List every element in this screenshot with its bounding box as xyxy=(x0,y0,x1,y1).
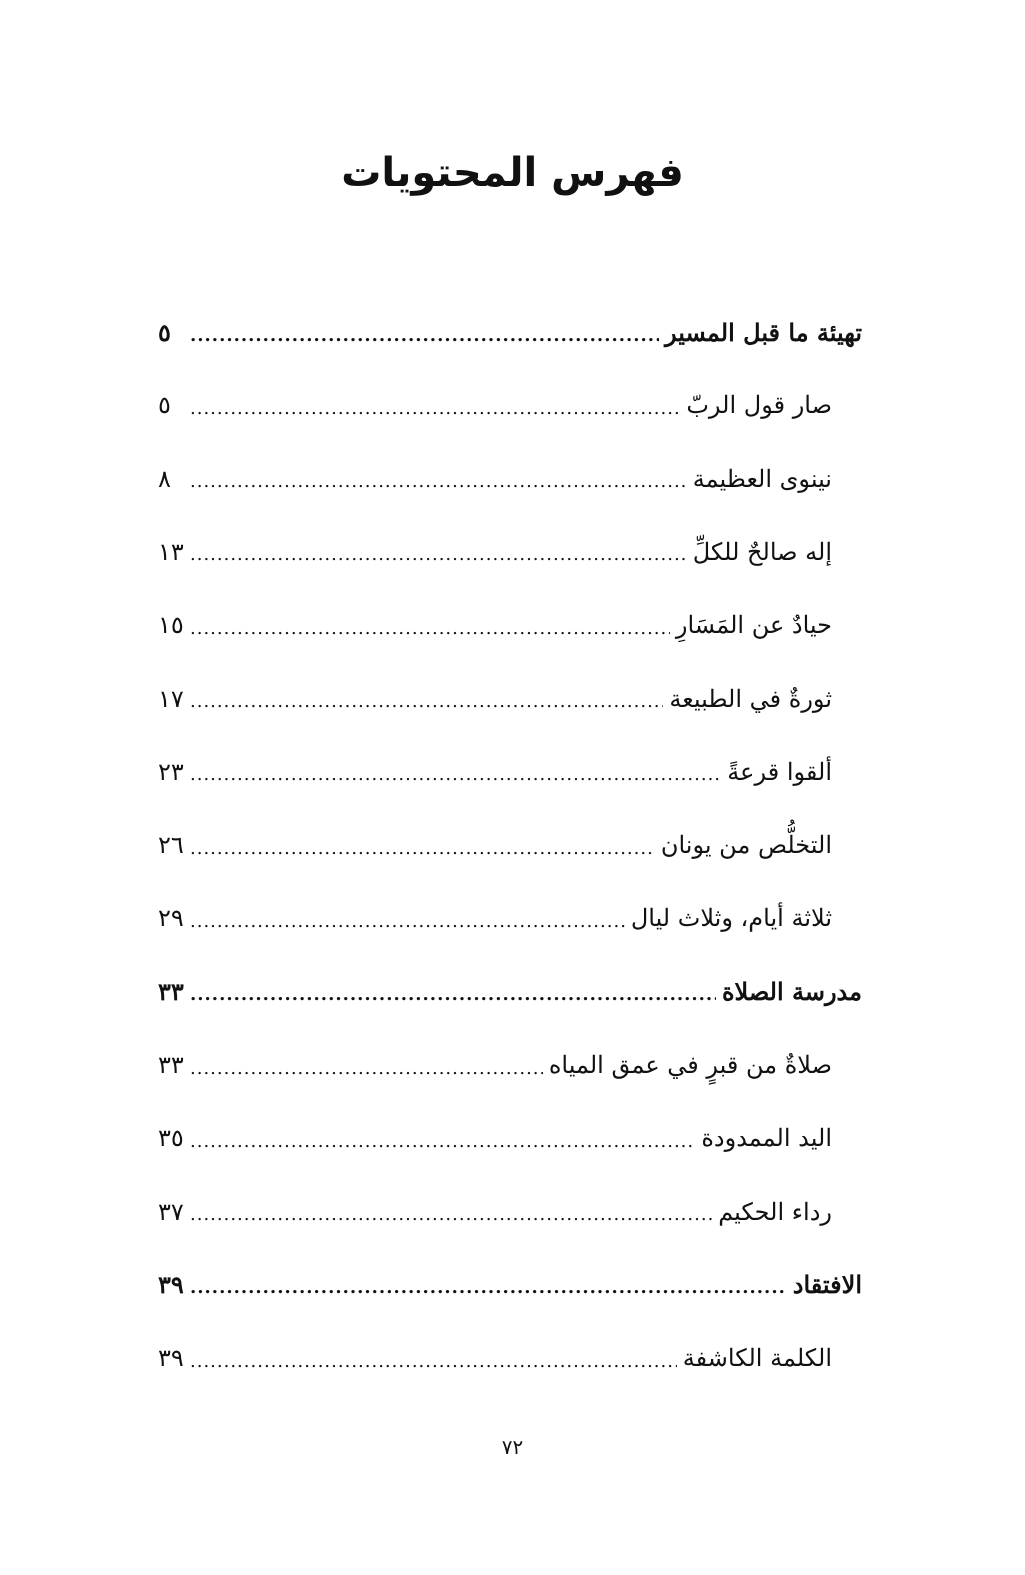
toc-entry xyxy=(158,815,832,875)
toc-entry xyxy=(158,522,832,582)
toc-entry xyxy=(158,1328,832,1388)
toc-entry-label: رداء الحكيم xyxy=(718,1197,832,1226)
toc-entry-page: ٣٩ xyxy=(158,1344,184,1373)
dot-leader xyxy=(190,392,680,419)
toc-entry xyxy=(158,1182,832,1242)
page-title: فهرس المحتويات xyxy=(341,150,684,196)
dot-leader xyxy=(190,1125,695,1152)
toc-entry-page: ٣٧ xyxy=(158,1197,184,1226)
toc-entry-label: الكلمة الكاشفة xyxy=(682,1344,832,1373)
toc-entry-label: ثلاثة أيام، وثلاث ليال xyxy=(630,904,832,933)
toc-entry-label: حيادٌ عن المَسَارِ xyxy=(675,611,832,640)
toc-entry-page: ١٣ xyxy=(158,537,184,566)
dot-leader xyxy=(190,758,721,785)
toc-entry-label: تهيئة ما قبل المسير xyxy=(665,317,862,347)
toc-entry-page: ٢٦ xyxy=(158,831,184,860)
toc-entry-page: ٢٩ xyxy=(158,904,184,933)
toc-entry-label: إله صالحٌ للكلِّ xyxy=(692,537,832,566)
toc-entry xyxy=(158,962,862,1022)
toc-entry xyxy=(158,449,832,509)
toc-entry xyxy=(158,742,832,802)
dot-leader xyxy=(190,319,659,346)
toc-entry-label: الافتقاد xyxy=(792,1270,862,1300)
toc-entry xyxy=(158,595,832,655)
toc-entry-label: صار قول الربّ xyxy=(686,391,832,420)
toc-entry-label: مدرسة الصلاة xyxy=(721,977,862,1007)
toc-entry-label: التخلُّص من يونان xyxy=(660,831,832,860)
page-number: ٧٢ xyxy=(501,1435,524,1459)
toc-entry-label: ثورةٌ في الطبيعة xyxy=(669,684,832,713)
toc-entry-page: ٢٣ xyxy=(158,757,184,786)
toc-entry-label: اليد الممدودة xyxy=(701,1124,832,1153)
toc-entry-page: ٣٩ xyxy=(158,1270,184,1300)
toc-entry-page: ٥ xyxy=(158,391,171,420)
toc-entry-label: ألقوا قرعةً xyxy=(727,757,832,786)
toc-entry-label: نينوى العظيمة xyxy=(692,464,832,493)
toc-entry xyxy=(158,375,832,435)
toc-entry xyxy=(158,1108,832,1168)
dot-leader xyxy=(190,685,663,712)
dot-leader xyxy=(190,1198,712,1225)
dot-leader xyxy=(190,978,716,1005)
dot-leader xyxy=(190,905,625,932)
dot-leader xyxy=(190,612,670,639)
toc-entry xyxy=(158,1035,832,1095)
dot-leader xyxy=(190,538,687,565)
toc-entry-page: ٣٣ xyxy=(158,977,184,1007)
toc-entry-page: ١٧ xyxy=(158,684,184,713)
toc-entry-page: ٣٣ xyxy=(158,1051,184,1079)
toc-entry-page: ٥ xyxy=(158,317,171,347)
toc-entry-page: ٨ xyxy=(158,464,171,493)
dot-leader xyxy=(190,1345,677,1372)
dot-leader xyxy=(190,832,655,859)
dot-leader xyxy=(190,1052,543,1079)
toc-entry xyxy=(158,1255,862,1315)
toc-entry-label: صلاةٌ من قبرٍ في عمق المياه xyxy=(548,1051,832,1079)
toc-entry-page: ٣٥ xyxy=(158,1124,184,1153)
dot-leader xyxy=(190,1271,787,1298)
toc-entry xyxy=(158,669,832,729)
toc-entry-page: ١٥ xyxy=(158,611,184,640)
dot-leader xyxy=(190,465,687,492)
toc-entry xyxy=(158,888,832,948)
toc-entry xyxy=(158,302,862,362)
